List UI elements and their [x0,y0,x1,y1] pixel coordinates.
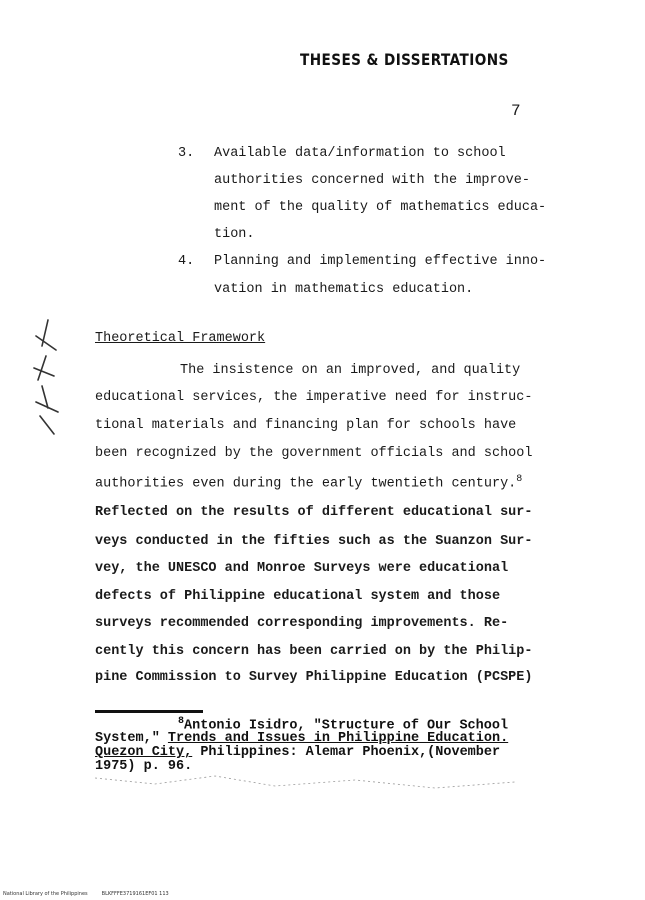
paragraph-line-10: surveys recommended corresponding improvements. Re- [95,616,509,631]
paragraph-line-5 [95,474,522,492]
footnote-reference: 8 [516,474,523,485]
scan-smudge [95,772,515,796]
footer-code: BLKFFFE3719161EF01 113 [101,891,169,897]
paragraph-line-6: Reflected on the results of different educational sur- [95,505,533,520]
footnote-line-2-plain: System," [95,731,160,746]
footnote-line-4: 1975) p. 96. [95,759,193,774]
list-item-3-line-4: tion. [214,227,255,242]
paragraph-line-1: The insistence on an improved, and quality [180,363,521,378]
scan-footer [3,891,169,897]
list-item-4-line-1: Planning and implementing effective inno- [214,254,547,269]
footnote-line-3-rest: Philippines: Alemar Phoenix,(November [200,745,501,760]
page-number: 7 [511,102,521,120]
list-item-3-line-3: ment of the quality of mathematics educa- [214,200,547,215]
paragraph-line-11: cently this concern has been carried on by the Philip- [95,644,533,659]
paragraph-line-12: pine Commission to Survey Philippine Education (PCSPE) [95,670,533,685]
list-item-4-line-2: vation in mathematics education. [214,282,474,297]
archive-stamp: THESES & DISSERTATIONS [300,50,509,69]
paragraph-line-3: tional materials and financing plan for schools have [95,418,517,433]
footer-library: National Library of the Philippines [3,891,88,897]
paragraph-line-9: defects of Philippine educational system and those [95,589,501,604]
paragraph-line-5-text: authorities even during the early twentieth century. [95,476,517,492]
footnote-city: Quezon City, [95,745,193,760]
list-item-3-line-2: authorities concerned with the improve- [214,173,530,188]
footnote-marker: 8 [178,716,185,727]
footnote-book-title: Trends and Issues in Philippine Education. [167,731,509,746]
footnote-rule [95,710,203,713]
paragraph-line-4: been recognized by the government officials and school [95,446,533,461]
footnote-line-1-text: Antonio Isidro, "Structure of Our School [184,718,509,734]
footnote-line-3 [95,745,500,760]
paragraph-line-2: educational services, the imperative need for instruc- [95,390,533,405]
list-item-4-number: 4. [178,254,195,269]
list-item-3-line-1: Available data/information to school [214,146,506,161]
paragraph-line-7: veys conducted in the fifties such as the Suanzon Sur- [95,534,533,549]
paragraph-line-8: vey, the UNESCO and Monroe Surveys were educational [95,561,509,576]
footnote-line-2 [95,731,508,746]
handwritten-margin-note [28,316,64,436]
list-item-3-number: 3. [178,146,195,161]
section-heading: Theoretical Framework [95,331,266,346]
